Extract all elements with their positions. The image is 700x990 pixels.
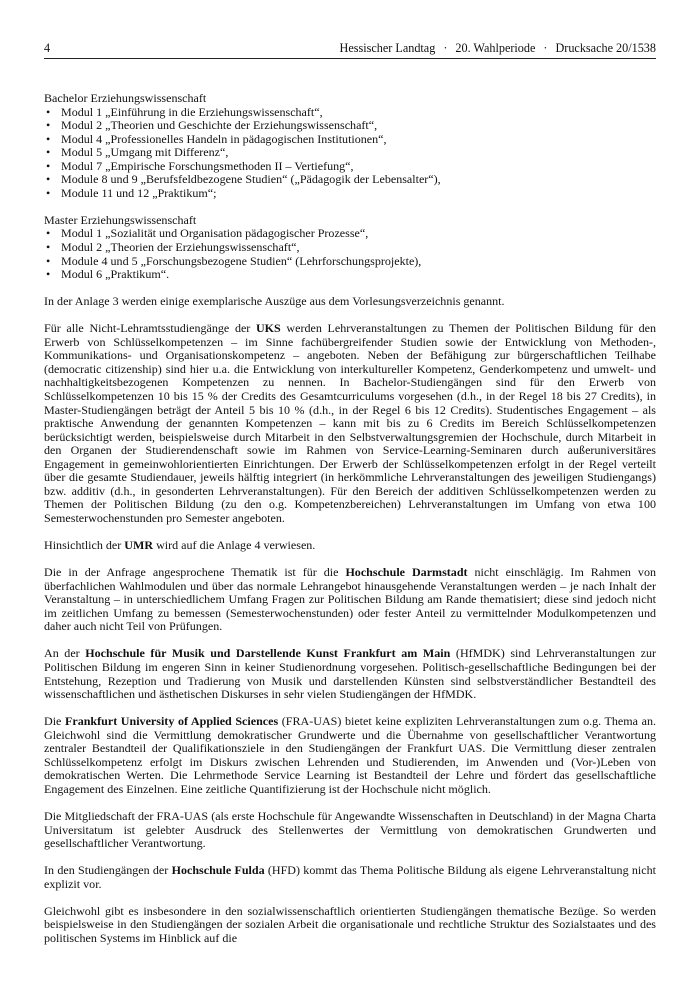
document-page: [44, 40, 656, 959]
paragraph-text: (HFD) kommt das Thema Politische Bildung als eigene Lehrveranstaltung nicht explizit vor.: [44, 863, 656, 891]
paragraph-text: werden Lehrveranstaltungen zu Themen der Politischen Bildung für den Erwerb von Schlüsselkompetenzen – im Sinne fachübergreifender Studien sowie der Entwicklung von Methoden-, Kommunikations- und Organisationskompetenz – angeboten. Neben der Befähigung zur bürgerschaftlichen Teilhabe (democratic citizenship) sind hier u.a. die Entwicklung von interkultureller Kompetenz, Genderkompetenz und umwelt- und nachhaltigkeitsbezogenen Kompetenzen zu nennen. In Bachelor-Studiengängen sind für den Erwerb von Schlüsselkompetenzen 10 bis 15 % der Credits des Gesamtcurriculums vorgesehen (d.h., in der Regel 18 bis 27 Credits), in Master-Studiengängen beträgt der Anteil 5 bis 10 % (d.h., in der Regel 6 bis 12 Credits). Studentisches Engagement – als praktische Anwendung der genannten Kompetenzen – kann mit bis zu 6 Credits im Bereich Schlüsselkompetenzen berücksichtigt werden, beispielsweise durch Mitarbeit in den Selbstverwaltungsgremien der Hochschule, durch Mitarbeit in den Organen der Studierendenschaft sowie im Rahmen von Service-Learning-Seminaren durch außeruniversitäres Engagement in gemeinwohlorientierten Einrichtungen. Der Erwerb der Schlüsselkompetenzen erfolgt in der Regel verteilt über die gesamte Studiendauer, jeweils hälftig integriert (in herkömmliche Lehrveranstaltungen des jeweiligen Studiengangs) bzw. additiv (d.h., in gesonderten Lehrveranstaltungen). Für den Bereich der additiven Schlüsselkompetenzen werden zu Themen der Politischen Bildung (zu den o.g. Kompetenzbereichen) Lehrveranstaltungen im Umfang von etwa 100 Semesterwochenstunden pro Semester angeboten.: [44, 321, 656, 525]
paragraph-text: nicht einschlägig. Im Rahmen von überfachlichen Wahlmodulen und über das normale Lehrangebot hinausgehende Veranstaltungen werden – je nach Inhalt der Veranstaltung – in unterschiedlichem Umfang Fragen zur Politischen Bildung am Rande thematisiert; diese sind jedoch nicht im zeitlichen Umfang zu bemessen (Semesterwochenstunden) oder fester Anteil zu vermittelnder Modulkompetenzen und daher auch nicht Teil von Prüfungen.: [44, 565, 656, 634]
election-period: 20. Wahlperiode: [455, 41, 536, 55]
institution-name: UMR: [124, 538, 154, 553]
list-item-text: Modul 5 „Umgang mit Differenz“,: [61, 145, 229, 160]
list-item: [44, 146, 656, 160]
bachelor-module-list: [44, 106, 656, 201]
paragraph-darmstadt: [44, 566, 656, 634]
list-item-text: Modul 1 „Einführung in die Erziehungswissenschaft“,: [61, 104, 323, 119]
bachelor-heading: Bachelor Erziehungswissenschaft: [44, 91, 207, 105]
list-item-text: Modul 7 „Empirische Forschungsmethoden II – Vertiefung“,: [61, 158, 354, 173]
list-item: [44, 241, 656, 255]
bullet-icon: •: [46, 158, 51, 173]
bullet-icon: •: [46, 253, 51, 268]
paragraph-text: wird auf die Anlage 4 verwiesen.: [153, 538, 316, 553]
bullet-icon: •: [46, 267, 51, 282]
publisher-name: Hessischer Landtag: [339, 41, 436, 55]
bullet-icon: •: [46, 104, 51, 119]
paragraph-fra-uas: [44, 715, 656, 796]
list-item-text: Module 4 und 5 „Forschungsbezogene Studien“ (Lehrforschungsprojekte),: [61, 253, 422, 268]
paragraph-text: Hinsichtlich der: [44, 538, 125, 553]
list-item: [44, 187, 656, 201]
bullet-icon: •: [46, 118, 51, 133]
bullet-icon: •: [46, 131, 51, 146]
header-separator-1: ·: [443, 41, 448, 55]
document-number: Drucksache 20/1538: [555, 41, 656, 55]
paragraph-text: Für alle Nicht-Lehramtsstudiengänge der: [44, 321, 256, 336]
bullet-icon: •: [46, 185, 51, 200]
list-item-text: Module 8 und 9 „Berufsfeldbezogene Studien“ („Pädagogik der Lebensalter“),: [61, 172, 441, 187]
bullet-icon: •: [46, 172, 51, 187]
paragraph-text: Die: [44, 714, 65, 729]
list-item: [44, 173, 656, 187]
running-header: [340, 40, 656, 56]
paragraph-text: An der: [44, 646, 86, 661]
paragraph-magna-charta: Die Mitgliedschaft der FRA-UAS (als erste Hochschule für Angewandte Wissenschaften in Deutschland) in der Magna Charta Universitatum ist gelebter Ausdruck des Stellenwertes der Vermittlung von demokratischen Grundwerten und gesellschaftlicher Verantwortung.: [44, 808, 656, 851]
header-separator-2: ·: [543, 41, 548, 55]
list-item-text: Modul 4 „Professionelles Handeln in pädagogischen Institutionen“,: [61, 131, 387, 146]
list-item-text: Module 11 und 12 „Praktikum“;: [61, 185, 217, 200]
list-item: [44, 133, 656, 147]
document-body: [44, 92, 656, 945]
list-item: [44, 255, 656, 269]
master-heading: Master Erziehungswissenschaft: [44, 212, 197, 227]
list-item: [44, 119, 656, 133]
bullet-icon: •: [46, 226, 51, 241]
list-item-text: Modul 6 „Praktikum“.: [61, 267, 170, 282]
paragraph-uks: [44, 322, 656, 525]
paragraph-fulda: [44, 864, 656, 891]
list-item-text: Modul 1 „Sozialität und Organisation pädagogischer Prozesse“,: [61, 226, 369, 241]
paragraph-text: (FRA-UAS) bietet keine expliziten Lehrveranstaltungen zum o.g. Thema an. Gleichwohl sind die Vermittlung demokratischer Grundwerte und die Übernahme von gesellschaftlicher Verantwortung zentraler Bestandteil der Qualifikationsziele in den Studiengängen der Frankfurt UAS. Die Vermittlung dieser zentralen Schlüsselkompetenz erfolgt im Diskurs zwischen Lehrenden und Studierenden, im Anwenden und (Vor-)Leben von demokratischen Werten. Die Lehrmethode Service Learning ist Bestandteil der Lehre und fördert das gesellschaftliche Engagement des Einzelnen. Eine zeitliche Quantifizierung ist der Hochschule nicht möglich.: [44, 714, 656, 796]
paragraph-text: Die in der Anfrage angesprochene Thematik ist für die: [44, 565, 346, 580]
paragraph-text: (HfMDK) sind Lehrveranstaltungen zur Politischen Bildung im engeren Sinn in keiner Studienordnung vorgesehen. Politisch-gesellschaftliche Bedingungen bei der Entstehung, Rezeption und Tradierung von Musik und darstellenden Künsten sind selbstverständlicher Bestandteil des wissenschaftlichen und ästhetischen Diskurses in sehr vielen Studiengängen der HfMDK.: [44, 646, 656, 702]
paragraph-anlage-3: In der Anlage 3 werden einige exemplarische Auszüge aus dem Vorlesungsverzeichnis genannt.: [44, 294, 505, 309]
institution-name: Hochschule Fulda: [171, 863, 265, 878]
institution-name: Hochschule für Musik und Darstellende Kunst Frankfurt am Main: [85, 646, 451, 661]
page-header: [44, 40, 656, 59]
list-item-text: Modul 2 „Theorien und Geschichte der Erziehungswissenschaft“,: [61, 118, 378, 133]
bullet-icon: •: [46, 145, 51, 160]
bullet-icon: •: [46, 240, 51, 255]
list-item: [44, 106, 656, 120]
paragraph-umr: [44, 539, 656, 553]
list-item: [44, 160, 656, 174]
page-number: 4: [44, 41, 51, 55]
paragraph-text: In den Studiengängen der: [44, 863, 172, 878]
list-item-text: Modul 2 „Theorien der Erziehungswissenschaft“,: [61, 240, 300, 255]
list-item: [44, 227, 656, 241]
paragraph-hfmdk: [44, 647, 656, 701]
master-module-list: [44, 227, 656, 281]
institution-name: UKS: [255, 321, 281, 336]
paragraph-gleichwohl: Gleichwohl gibt es insbesondere in den sozialwissenschaftlich orientierten Studiengängen thematische Bezüge. So werden beispielsweise in den Studiengängen der sozialen Arbeit die organisationale und rechtliche Struktur des Sozialstaates und des politischen Systems im Hinblick auf die: [44, 903, 656, 945]
institution-name: Frankfurt University of Applied Sciences: [65, 714, 279, 729]
list-item: [44, 268, 656, 282]
institution-name: Hochschule Darmstadt: [345, 565, 468, 580]
